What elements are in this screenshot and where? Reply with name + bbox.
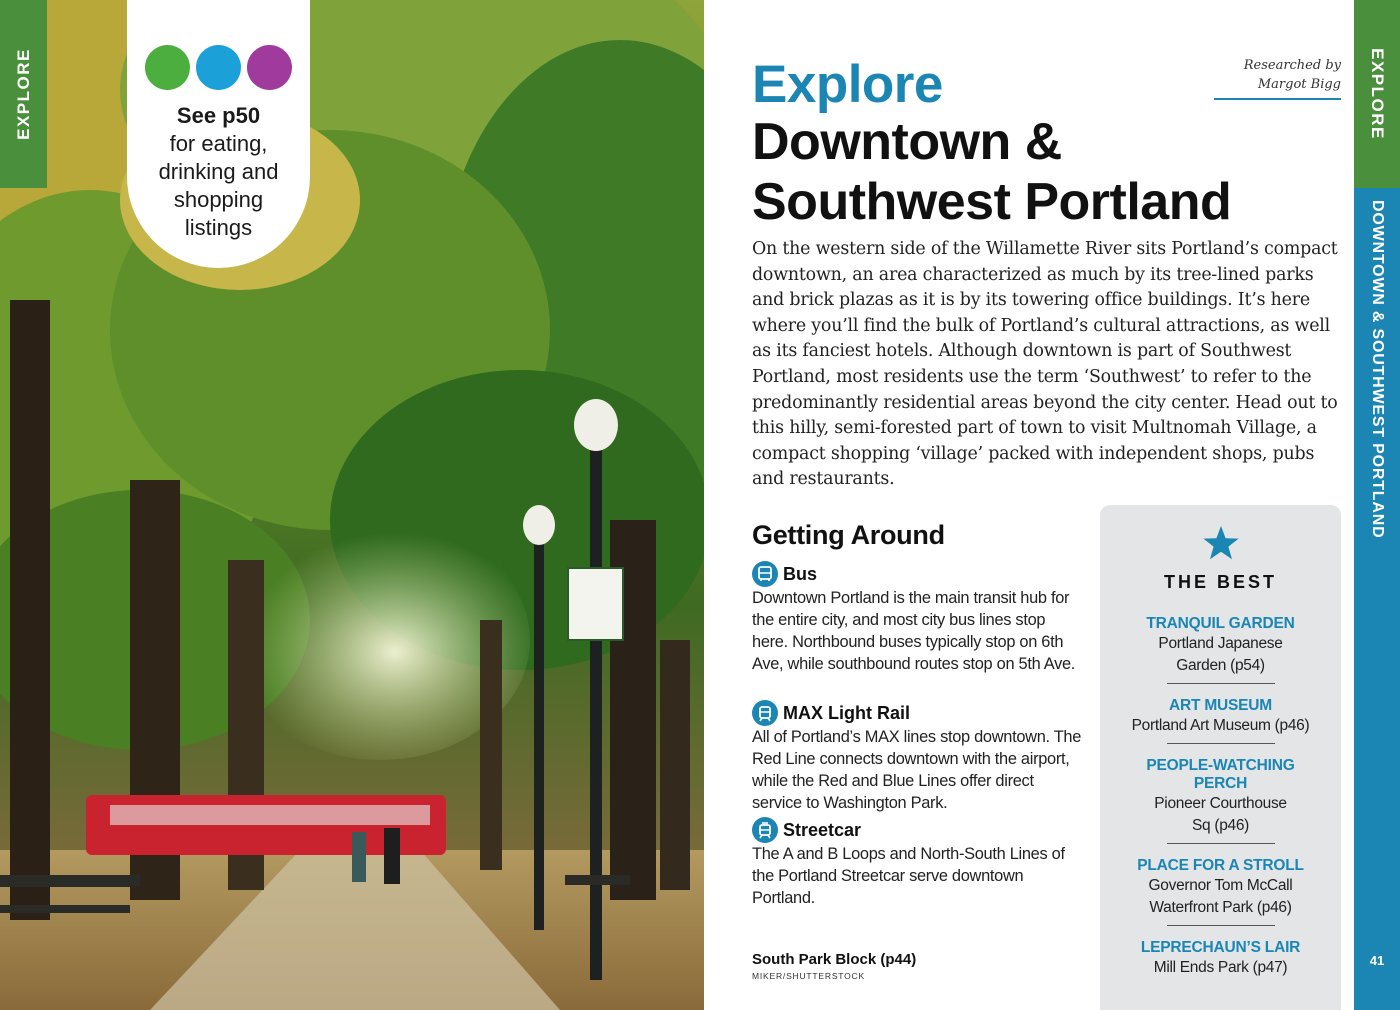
best-item bbox=[1121, 757, 1321, 844]
wine-glass-icon bbox=[196, 45, 241, 90]
explore-tab-label: EXPLORE bbox=[1368, 48, 1387, 140]
transport-heading bbox=[752, 817, 1082, 843]
title-line: Downtown & bbox=[752, 113, 1062, 171]
transport-heading bbox=[752, 700, 1082, 726]
listings-callout bbox=[127, 0, 310, 268]
researched-by bbox=[1214, 56, 1341, 100]
shopping-bag-icon bbox=[247, 45, 292, 90]
fork-knife-icon bbox=[145, 45, 190, 90]
caption-title: South Park Block (p44) bbox=[752, 951, 917, 968]
getting-around-heading: Getting Around bbox=[752, 520, 945, 550]
best-category: LEPRECHAUN’S LAIR bbox=[1140, 939, 1301, 956]
best-value: Mill Ends Park (p47) bbox=[1153, 959, 1288, 976]
best-category: PEOPLE-WATCHING PERCH bbox=[1146, 757, 1295, 792]
best-value: Sq (p46) bbox=[1191, 817, 1250, 834]
divider bbox=[1167, 683, 1275, 684]
see-page-ref: See p50 bbox=[176, 103, 261, 128]
intro-paragraph: On the western side of the Willamette River sits Portland’s compact downtown, an area characterized as much by its tree-lined parks and brick plazas as it is by its towering office buildings. It’s here where you’ll find the bulk of Portland’s cultural attractions, as well as its fanciest hotels. Although downtown is part of Southwest Portland, most residents use the term ‘Southwest’ to refer to the predominantly residential areas beyond the city center. Head out to this hilly, semi-forested part of town to visit Multnomah Village, a compact shopping ‘village’ packed with independent shops, pubs and restaurants. bbox=[752, 239, 1338, 490]
chapter-tab-label: DOWNTOWN & SOUTHWEST PORTLAND bbox=[1369, 200, 1386, 539]
title-line: Southwest Portland bbox=[752, 173, 1232, 231]
transport-bus bbox=[752, 561, 1082, 675]
the-best-panel bbox=[1100, 505, 1341, 1010]
researched-by-label: Researched by bbox=[1243, 58, 1341, 73]
callout-line: shopping bbox=[173, 187, 264, 212]
transport-text: All of Portland’s MAX lines stop downtown. The Red Line connects downtown with the airport, while the Red and Blue Lines offer direct service to Washington Park. bbox=[752, 728, 1082, 812]
transport-text: The A and B Loops and North-South Lines of the Portland Streetcar serve downtown Portland. bbox=[752, 845, 1065, 907]
explore-tab-left bbox=[0, 0, 47, 188]
transport-text: Downtown Portland is the main transit hub for the entire city, and most city bus lines stop here. Northbound buses typically stop on 6th Ave, while southbound routes stop on 5th Ave. bbox=[752, 589, 1076, 673]
best-value: Portland Art Museum (p46) bbox=[1131, 717, 1310, 734]
callout-line: for eating, bbox=[169, 131, 268, 156]
bus-icon bbox=[752, 561, 778, 587]
transport-max-light-rail bbox=[752, 700, 1082, 814]
author-name: Margot Bigg bbox=[1257, 77, 1341, 92]
star-icon bbox=[1100, 525, 1341, 566]
transport-label: Bus bbox=[783, 563, 818, 584]
best-item bbox=[1121, 857, 1321, 926]
best-value: Waterfront Park (p46) bbox=[1149, 899, 1292, 916]
photo-credit: MIKER/SHUTTERSTOCK bbox=[752, 971, 865, 981]
transport-streetcar bbox=[752, 817, 1082, 909]
page-title-explore: Explore bbox=[752, 55, 943, 114]
listing-icons bbox=[127, 45, 310, 90]
callout-description bbox=[127, 130, 310, 242]
best-item bbox=[1121, 939, 1321, 979]
divider bbox=[1167, 925, 1275, 926]
best-category: TRANQUIL GARDEN bbox=[1146, 615, 1295, 632]
best-value: Garden (p54) bbox=[1176, 657, 1265, 674]
transport-label: Streetcar bbox=[783, 819, 862, 840]
best-value: Governor Tom McCall bbox=[1148, 877, 1293, 894]
divider bbox=[1167, 843, 1275, 844]
chapter-tab bbox=[1354, 188, 1400, 1010]
callout-line: drinking and bbox=[158, 159, 279, 184]
page-title bbox=[752, 112, 1231, 232]
best-item bbox=[1121, 697, 1321, 744]
best-item bbox=[1121, 615, 1321, 684]
streetcar-icon bbox=[752, 817, 778, 843]
best-category: ART MUSEUM bbox=[1168, 697, 1273, 714]
explore-tab-label: EXPLORE bbox=[13, 48, 33, 140]
transport-label: MAX Light Rail bbox=[783, 702, 910, 723]
divider bbox=[1167, 743, 1275, 744]
tram-icon bbox=[752, 700, 778, 726]
page-number: 41 bbox=[1369, 953, 1385, 968]
photo-caption bbox=[752, 951, 916, 981]
best-value: Portland Japanese bbox=[1158, 635, 1283, 652]
callout-line: listings bbox=[184, 215, 253, 240]
the-best-heading: THE BEST bbox=[1163, 572, 1277, 592]
best-category: PLACE FOR A STROLL bbox=[1137, 857, 1304, 874]
explore-tab-right bbox=[1354, 0, 1400, 188]
best-value: Pioneer Courthouse bbox=[1154, 795, 1287, 812]
transport-heading bbox=[752, 561, 1082, 587]
